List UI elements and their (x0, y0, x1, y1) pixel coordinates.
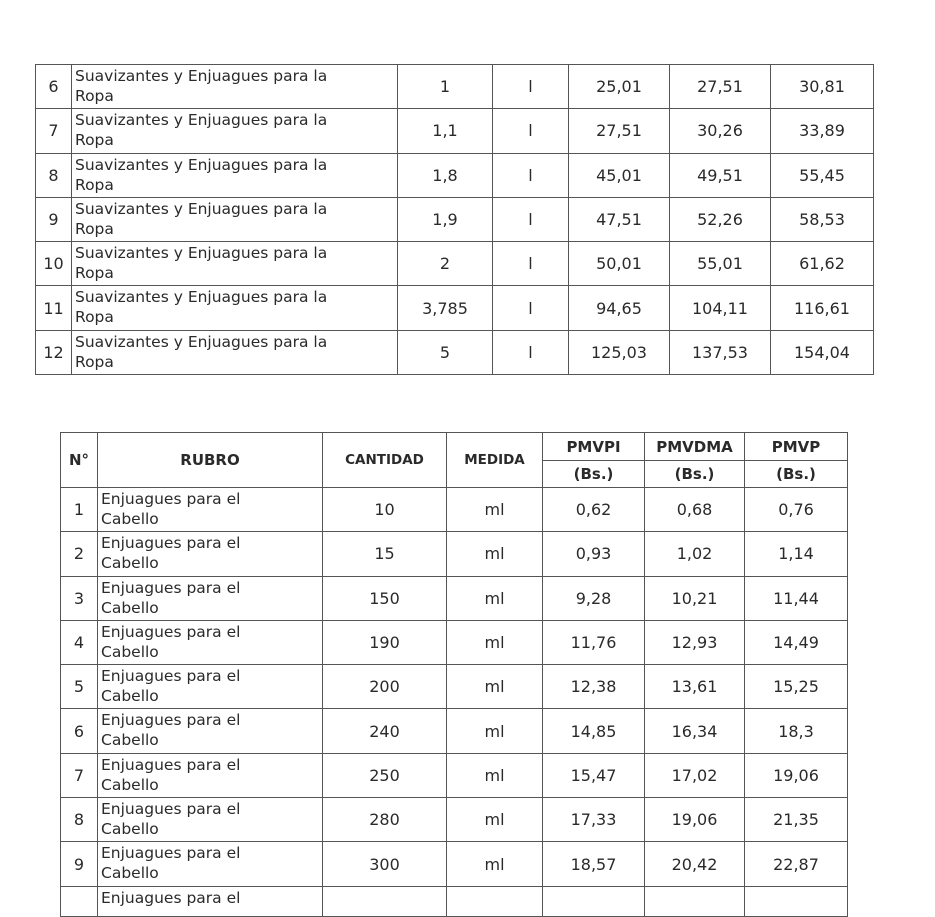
pmvp-cell: 116,61 (771, 286, 874, 330)
rubro-line: Ropa (75, 352, 114, 371)
cantidad-cell: 15 (323, 532, 447, 576)
row-number: 4 (61, 620, 98, 664)
rubro-line: Cabello (101, 820, 159, 839)
rubro-line: Cabello (101, 642, 159, 661)
table-row (61, 709, 848, 753)
pmvpi-cell: 14,85 (543, 709, 645, 753)
medida-cell: ml (447, 798, 543, 842)
rubro-line: Enjuagues para el (101, 711, 241, 730)
row-number: 6 (61, 709, 98, 753)
rubro-line: Suavizantes y Enjuagues para la (75, 67, 328, 85)
rubro-line: Cabello (101, 864, 159, 883)
row-number: 9 (36, 197, 72, 241)
pmvdma-cell: 27,51 (670, 65, 771, 109)
rubro-line: Enjuagues para el (101, 800, 241, 819)
header-pmvpi: PMVPI (543, 433, 645, 461)
table-row-partial (61, 886, 848, 916)
rubro-line: Cabello (101, 598, 159, 617)
table-row (61, 665, 848, 709)
rubro-line: Ropa (75, 131, 114, 150)
cantidad-cell: 240 (323, 709, 447, 753)
pmvpi-cell (543, 886, 645, 916)
pmvp-cell: 1,14 (745, 532, 848, 576)
medida-cell: l (493, 286, 569, 330)
pmvpi-cell: 12,38 (543, 665, 645, 709)
rubro-line: Cabello (101, 510, 159, 528)
pmvp-cell: 55,45 (771, 153, 874, 197)
cantidad-cell: 150 (323, 576, 447, 620)
row-number: 3 (61, 576, 98, 620)
cantidad-cell: 5 (398, 330, 493, 374)
rubro-line: Suavizantes y Enjuagues para la (75, 111, 328, 130)
rubro-cell (72, 330, 398, 374)
cantidad-cell: 2 (398, 242, 493, 286)
rubro-line: Cabello (101, 775, 159, 794)
pmvdma-cell: 55,01 (670, 242, 771, 286)
medida-cell: l (493, 197, 569, 241)
row-number: 10 (36, 242, 72, 286)
table-row (36, 286, 874, 330)
pmvpi-cell: 27,51 (569, 109, 670, 153)
medida-cell: l (493, 242, 569, 286)
cantidad-cell: 280 (323, 798, 447, 842)
rubro-cell (72, 109, 398, 153)
pmvpi-cell: 45,01 (569, 153, 670, 197)
rubro-line: Enjuagues para el (101, 667, 241, 686)
cantidad-cell: 300 (323, 842, 447, 886)
pmvp-cell: 19,06 (745, 753, 848, 797)
cantidad-cell: 1 (398, 65, 493, 109)
medida-cell: l (493, 65, 569, 109)
price-table-ropa (35, 64, 874, 375)
header-pmvdma: PMVDMA (645, 433, 745, 461)
row-number: 7 (36, 109, 72, 153)
cantidad-cell: 250 (323, 753, 447, 797)
pmvdma-cell: 104,11 (670, 286, 771, 330)
cantidad-cell: 1,1 (398, 109, 493, 153)
cantidad-cell: 190 (323, 620, 447, 664)
row-number: 9 (61, 842, 98, 886)
medida-cell: ml (447, 488, 543, 532)
pmvpi-cell: 47,51 (569, 197, 670, 241)
pmvp-cell: 21,35 (745, 798, 848, 842)
pmvp-cell (745, 886, 848, 916)
row-number: 8 (36, 153, 72, 197)
rubro-cell (98, 576, 323, 620)
header-pmvp-unit: (Bs.) (745, 461, 848, 488)
rubro-cell (98, 709, 323, 753)
cantidad-cell: 3,785 (398, 286, 493, 330)
header-medida: MEDIDA (447, 433, 543, 488)
row-number: 11 (36, 286, 72, 330)
medida-cell: l (493, 330, 569, 374)
medida-cell: ml (447, 532, 543, 576)
cantidad-cell (323, 886, 447, 916)
rubro-line: Enjuagues para el (101, 578, 241, 597)
rubro-cell (98, 488, 323, 532)
table-row (36, 330, 874, 374)
rubro-cell (98, 798, 323, 842)
header-number: N° (61, 433, 98, 488)
table-row (36, 153, 874, 197)
pmvp-cell: 15,25 (745, 665, 848, 709)
pmvpi-cell: 50,01 (569, 242, 670, 286)
table-row (36, 109, 874, 153)
rubro-cell (72, 65, 398, 109)
row-number (61, 886, 98, 916)
pmvpi-cell: 94,65 (569, 286, 670, 330)
pmvdma-cell: 137,53 (670, 330, 771, 374)
rubro-cell (72, 197, 398, 241)
pmvdma-cell: 19,06 (645, 798, 745, 842)
pmvdma-cell: 20,42 (645, 842, 745, 886)
table-row (61, 576, 848, 620)
row-number: 7 (61, 753, 98, 797)
pmvdma-cell: 30,26 (670, 109, 771, 153)
rubro-cell (98, 620, 323, 664)
rubro-line: Suavizantes y Enjuagues para la (75, 199, 328, 218)
rubro-line: Cabello (101, 687, 159, 706)
pmvdma-cell: 10,21 (645, 576, 745, 620)
medida-cell: ml (447, 709, 543, 753)
pmvpi-cell: 125,03 (569, 330, 670, 374)
rubro-line: Cabello (101, 731, 159, 750)
medida-cell (447, 886, 543, 916)
rubro-cell (72, 286, 398, 330)
row-number: 5 (61, 665, 98, 709)
pmvpi-cell: 9,28 (543, 576, 645, 620)
rubro-line: Enjuagues para el (101, 534, 241, 553)
rubro-cell (72, 153, 398, 197)
pmvp-cell: 61,62 (771, 242, 874, 286)
header-pmvpi-unit: (Bs.) (543, 461, 645, 488)
rubro-line: Enjuagues para el (101, 888, 241, 907)
rubro-line: Cabello (101, 554, 159, 573)
rubro-cell (98, 665, 323, 709)
pmvpi-cell: 18,57 (543, 842, 645, 886)
pmvp-cell: 14,49 (745, 620, 848, 664)
row-number: 12 (36, 330, 72, 374)
row-number: 8 (61, 798, 98, 842)
table-row (36, 197, 874, 241)
row-number: 1 (61, 488, 98, 532)
pmvp-cell: 0,76 (745, 488, 848, 532)
row-number: 6 (36, 65, 72, 109)
pmvp-cell: 154,04 (771, 330, 874, 374)
pmvp-cell: 22,87 (745, 842, 848, 886)
rubro-line: Suavizantes y Enjuagues para la (75, 332, 328, 351)
pmvdma-cell: 49,51 (670, 153, 771, 197)
rubro-line: Ropa (75, 175, 114, 194)
rubro-line: Suavizantes y Enjuagues para la (75, 155, 328, 174)
rubro-line: Ropa (75, 308, 114, 327)
table-row (36, 242, 874, 286)
pmvdma-cell: 1,02 (645, 532, 745, 576)
pmvpi-cell: 15,47 (543, 753, 645, 797)
header-rubro: RUBRO (98, 433, 323, 488)
cantidad-cell: 1,8 (398, 153, 493, 197)
medida-cell: ml (447, 620, 543, 664)
rubro-line: Ropa (75, 264, 114, 283)
rubro-line: Enjuagues para el (101, 755, 241, 774)
pmvpi-cell: 11,76 (543, 620, 645, 664)
table-row (61, 488, 848, 532)
pmvpi-cell: 0,93 (543, 532, 645, 576)
pmvp-cell: 58,53 (771, 197, 874, 241)
table-row (61, 842, 848, 886)
rubro-line: Enjuagues para el (101, 844, 241, 863)
rubro-line: Enjuagues para el (101, 622, 241, 641)
medida-cell: l (493, 153, 569, 197)
medida-cell: ml (447, 842, 543, 886)
cantidad-cell: 1,9 (398, 197, 493, 241)
rubro-cell (98, 842, 323, 886)
header-cantidad: CANTIDAD (323, 433, 447, 488)
header-pmvdma-unit: (Bs.) (645, 461, 745, 488)
pmvdma-cell: 0,68 (645, 488, 745, 532)
medida-cell: ml (447, 665, 543, 709)
header-pmvp: PMVP (745, 433, 848, 461)
row-number: 2 (61, 532, 98, 576)
rubro-line: Suavizantes y Enjuagues para la (75, 244, 328, 263)
pmvdma-cell: 12,93 (645, 620, 745, 664)
pmvdma-cell (645, 886, 745, 916)
pmvdma-cell: 13,61 (645, 665, 745, 709)
cantidad-cell: 10 (323, 488, 447, 532)
pmvpi-cell: 0,62 (543, 488, 645, 532)
pmvdma-cell: 17,02 (645, 753, 745, 797)
table-row (61, 753, 848, 797)
rubro-line: Suavizantes y Enjuagues para la (75, 288, 328, 307)
pmvp-cell: 30,81 (771, 65, 874, 109)
rubro-cell (98, 886, 323, 916)
table-row (61, 798, 848, 842)
medida-cell: ml (447, 576, 543, 620)
rubro-cell (98, 532, 323, 576)
medida-cell: l (493, 109, 569, 153)
pmvdma-cell: 52,26 (670, 197, 771, 241)
rubro-line: Ropa (75, 219, 114, 238)
price-table-cabello (60, 432, 848, 917)
table-row (61, 532, 848, 576)
pmvp-cell: 18,3 (745, 709, 848, 753)
pmvdma-cell: 16,34 (645, 709, 745, 753)
cantidad-cell: 200 (323, 665, 447, 709)
rubro-line: Enjuagues para el (101, 490, 241, 508)
pmvp-cell: 11,44 (745, 576, 848, 620)
pmvpi-cell: 17,33 (543, 798, 645, 842)
table-row (61, 620, 848, 664)
pmvp-cell: 33,89 (771, 109, 874, 153)
rubro-line: Ropa (75, 87, 114, 105)
pmvpi-cell: 25,01 (569, 65, 670, 109)
rubro-cell (72, 242, 398, 286)
medida-cell: ml (447, 753, 543, 797)
table-row (36, 65, 874, 109)
rubro-cell (98, 753, 323, 797)
